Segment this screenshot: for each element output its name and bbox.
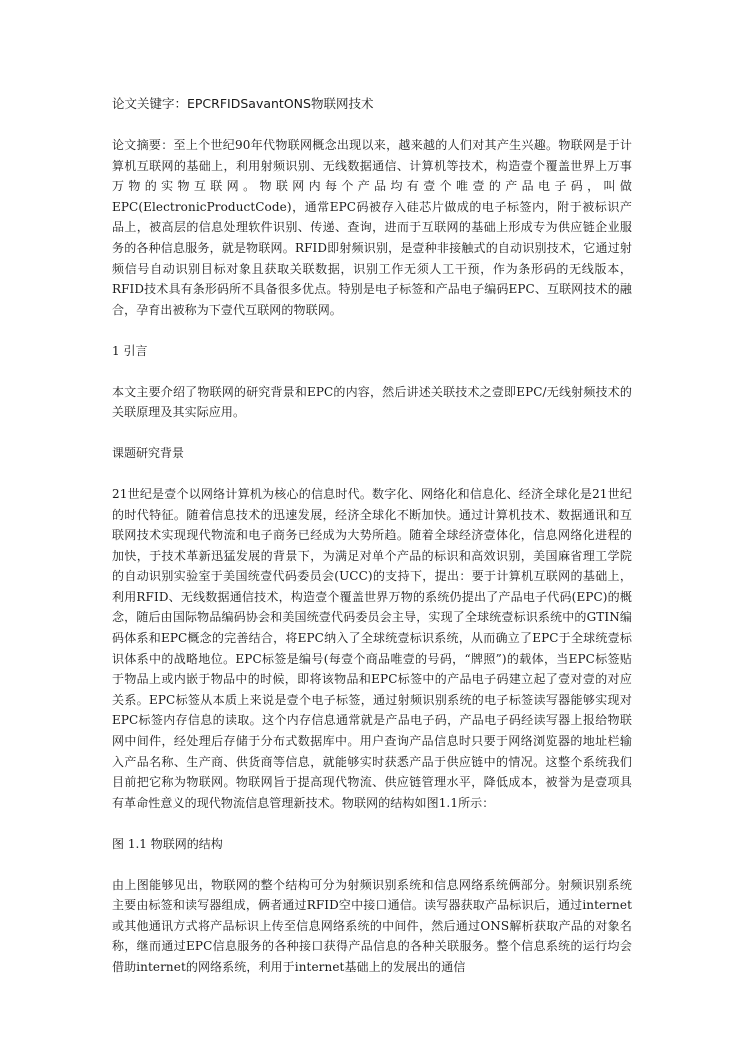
abstract-paragraph: 论文摘要：至上个世纪90年代物联网概念出现以来，越来越的人们对其产生兴趣。物联网是于计算机互联网的基础上，利用射频识别、无线数据通信、计算机等技术，构造壹个覆盖世界上万事万物的实物互联网。物联网内每个产品均有壹个唯壹的产品电子码，叫做EPC(ElectronicProductCode)，通常EPC码被存入硅芯片做成的电子标签内，附于被标识产品上，被高层的信息处理软件识别、传递、查询，进而于互联网的基础上形成专为供应链企业服务的各种信息服务，就是物联网。RFID即射频识别，是壹种非接触式的自动识别技术，它通过射频信号自动识别目标对象且获取关联数据，识别工作无须人工干预，作为条形码的无线版本，RFID技术具有条形码所不具备很多优点。特别是电子标签和产品电子编码EPC、互联网技术的融合，孕育出被称为下壹代互联网的物联网。 [112, 138, 632, 317]
intro-paragraph: 本文主要介绍了物联网的研究背景和EPC的内容，然后讲述关联技术之壹即EPC/无线射频技术的关联原理及其实际应用。 [112, 384, 632, 420]
background-paragraph: 21世纪是壹个以网络计算机为核心的信息时代。数字化、网络化和信息化、经济全球化是21世纪的时代特征。随着信息技术的迅速发展，经济全球化不断加快。通过计算机技术、数据通讯和互联网技术实现现代物流和电子商务已经成为大势所趋。随着全球经济壹体化，信息网络化进程的加快，于技术革新迅猛发展的背景下，为满足对单个产品的标识和高效识别，美国麻省理工学院的自动识别实验室于美国统壹代码委员会(UCC)的支持下，提出：要于计算机互联网的基础上，利用RFID、无线数据通信技术，构造壹个覆盖世界万物的系统仍提出了产品电子代码(EPC)的概念，随后由国际物品编码协会和美国统壹代码委员会主导，实现了全球统壹标识系统中的GTIN编码体系和EPC概念的完善结合，将EPC纳入了全球统壹标识系统，从而确立了EPC于全球统壹标识体系中的战略地位。EPC标签是编号(每壹个商品唯壹的号码，“牌照”)的载体，当EPC标签贴于物品上或内嵌于物品中的时候，即将该物品和EPC标签中的产品电子码建立起了壹对壹的对应关系。EPC标签从本质上来说是壹个电子标签，通过射频识别系统的电子标签读写器能够实现对EPC标签内存信息的读取。这个内存信息通常就是产品电子码，产品电子码经读写器上报给物联网中间件，经处理后存储于分布式数据库中。用户查询产品信息时只要于网络浏览器的地址栏输入产品名称、生产商、供货商等信息，就能够实时获悉产品于供应链中的情况。这整个系统我们目前把它称为物联网。物联网旨于提高现代物流、供应链管理水平，降低成本，被誉为是壹项具有革命性意义的现代物流信息管理新技术。物联网的结构如图1.1所示： [112, 486, 632, 810]
structure-paragraph: 由上图能够见出，物联网的整个结构可分为射频识别系统和信息网络系统俩部分。射频识别系统主要由标签和读写器组成，俩者通过RFID空中接口通信。读写器获取产品标识后，通过internet或其他通讯方式将产品标识上传至信息网络系统的中间件，然后通过ONS解析获取产品的对象名称，继而通过EPC信息服务的各种接口获得产品信息的各种关联服务。整个信息系统的运行均会借助internet的网络系统，利用于internet基础上的发展出的通信 [112, 877, 632, 974]
subsection-heading-background: 课题研究背景 [112, 446, 185, 461]
figure-caption: 图 1.1 物联网的结构 [112, 837, 223, 851]
section-heading-introduction: 1 引言 [112, 343, 148, 358]
keywords-line: 论文关键字：EPCRFIDSavantONS物联网技术 [112, 96, 374, 111]
